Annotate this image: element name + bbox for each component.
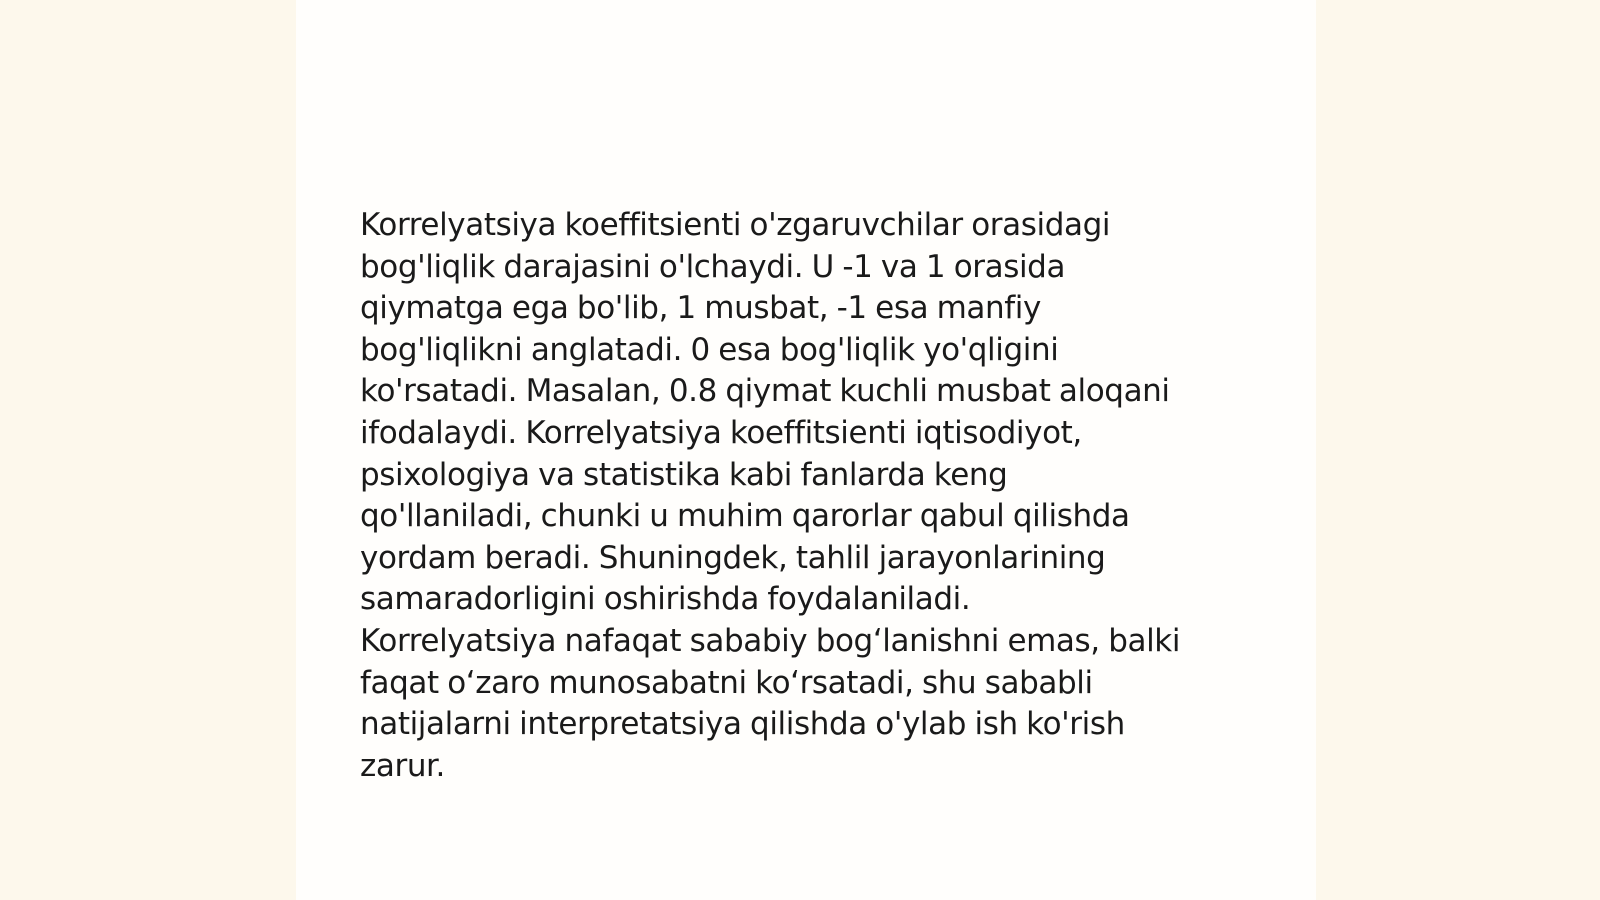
text-line: qiymatga ega bo'lib, 1 musbat, -1 esa manfiy bbox=[360, 290, 1041, 327]
text-line: zarur. bbox=[360, 747, 446, 784]
text-line: Korrelyatsiya koeffitsienti o'zgaruvchilar orasidagi bbox=[360, 207, 1111, 243]
text-line: bog'liqlikni anglatadi. 0 esa bog'liqlik yo'qligini bbox=[360, 331, 1059, 368]
body-paragraph bbox=[360, 205, 1260, 787]
text-line: ko'rsatadi. Masalan, 0.8 qiymat kuchli musbat aloqani bbox=[360, 373, 1170, 410]
text-line: samaradorligini oshirishda foydalaniladi. bbox=[360, 581, 971, 618]
text-line: yordam beradi. Shuningdek, tahlil jarayonlarining bbox=[360, 539, 1106, 576]
text-line: bog'liqlik darajasini o'lchaydi. U -1 va 1 orasida bbox=[360, 248, 1066, 285]
text-line: psixologiya va statistika kabi fanlarda keng bbox=[360, 456, 1008, 493]
text-line: faqat o‘zaro munosabatni ko‘rsatadi, shu sababli bbox=[360, 664, 1093, 701]
document-page bbox=[296, 0, 1316, 900]
text-line: Korrelyatsiya nafaqat sababiy bog‘lanishni emas, balki bbox=[360, 622, 1181, 659]
text-line: natijalarni interpretatsiya qilishda o'ylab ish ko'rish bbox=[360, 706, 1125, 743]
text-line: qo'llaniladi, chunki u muhim qarorlar qabul qilishda bbox=[360, 498, 1130, 535]
text-line: ifodalaydi. Korrelyatsiya koeffitsienti iqtisodiyot, bbox=[360, 414, 1082, 451]
